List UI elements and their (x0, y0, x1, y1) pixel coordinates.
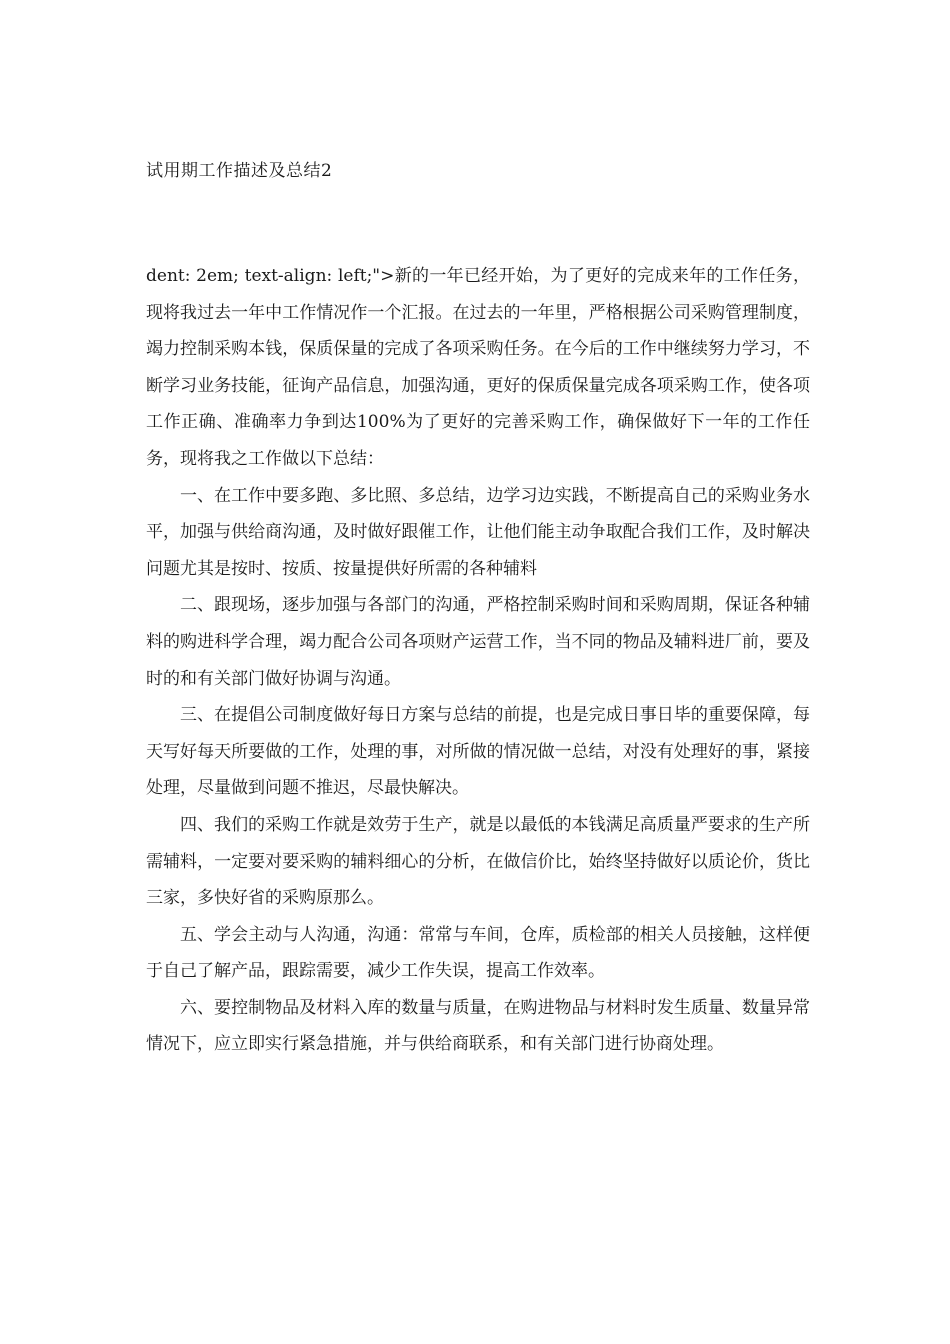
intro-paragraph: dent: 2em; text-align: left;">新的一年已经开始，为了更好的完成来年的工作任务，现将我过去一年中工作情况作一个汇报。在过去的一年里，严格根据公司采购管理制度，竭力控制采购本钱，保质保量的完成了各项采购任务。在今后的工作中继续努力学习，不断学习业务技能，征询产品信息，加强沟通，更好的保质保量完成各项采购工作，使各项工作正确、准确率力争到达100%为了更好的完善采购工作，确保做好下一年的工作任务，现将我之工作做以下总结： (146, 266, 810, 469)
document-title: 试用期工作描述及总结2 (146, 161, 333, 181)
document-body (146, 258, 810, 1063)
paragraph-item-1: 一、在工作中要多跑、多比照、多总结，边学习边实践，不断提高自己的采购业务水平，加强与供给商沟通，及时做好跟催工作，让他们能主动争取配合我们工作，及时解决问题尤其是按时、按质、按量提供好所需的各种辅料 (146, 485, 810, 579)
paragraph-item-3: 三、在提倡公司制度做好每日方案与总结的前提，也是完成日事日毕的重要保障，每天写好每天所要做的工作，处理的事，对所做的情况做一总结，对没有处理好的事，紧接处理，尽量做到问题不推迟，尽最快解决。 (146, 705, 810, 799)
paragraph-item-2: 二、跟现场，逐步加强与各部门的沟通，严格控制采购时间和采购周期，保证各种辅料的购进科学合理，竭力配合公司各项财产运营工作，当不同的物品及辅料进厂前，要及时的和有关部门做好协调与沟通。 (146, 595, 810, 689)
paragraph-item-6: 六、要控制物品及材料入库的数量与质量，在购进物品与材料时发生质量、数量异常情况下，应立即实行紧急措施，并与供给商联系，和有关部门进行协商处理。 (146, 997, 810, 1055)
paragraph-item-5: 五、学会主动与人沟通，沟通：常常与车间，仓库，质检部的相关人员接触，这样便于自己了解产品，跟踪需要，减少工作失误，提高工作效率。 (146, 924, 810, 982)
paragraph-item-4: 四、我们的采购工作就是效劳于生产，就是以最低的本钱满足高质量严要求的生产所需辅料，一定要对要采购的辅料细心的分析，在做信价比，始终坚持做好以质论价，货比三家，多快好省的采购原那么。 (146, 814, 810, 909)
